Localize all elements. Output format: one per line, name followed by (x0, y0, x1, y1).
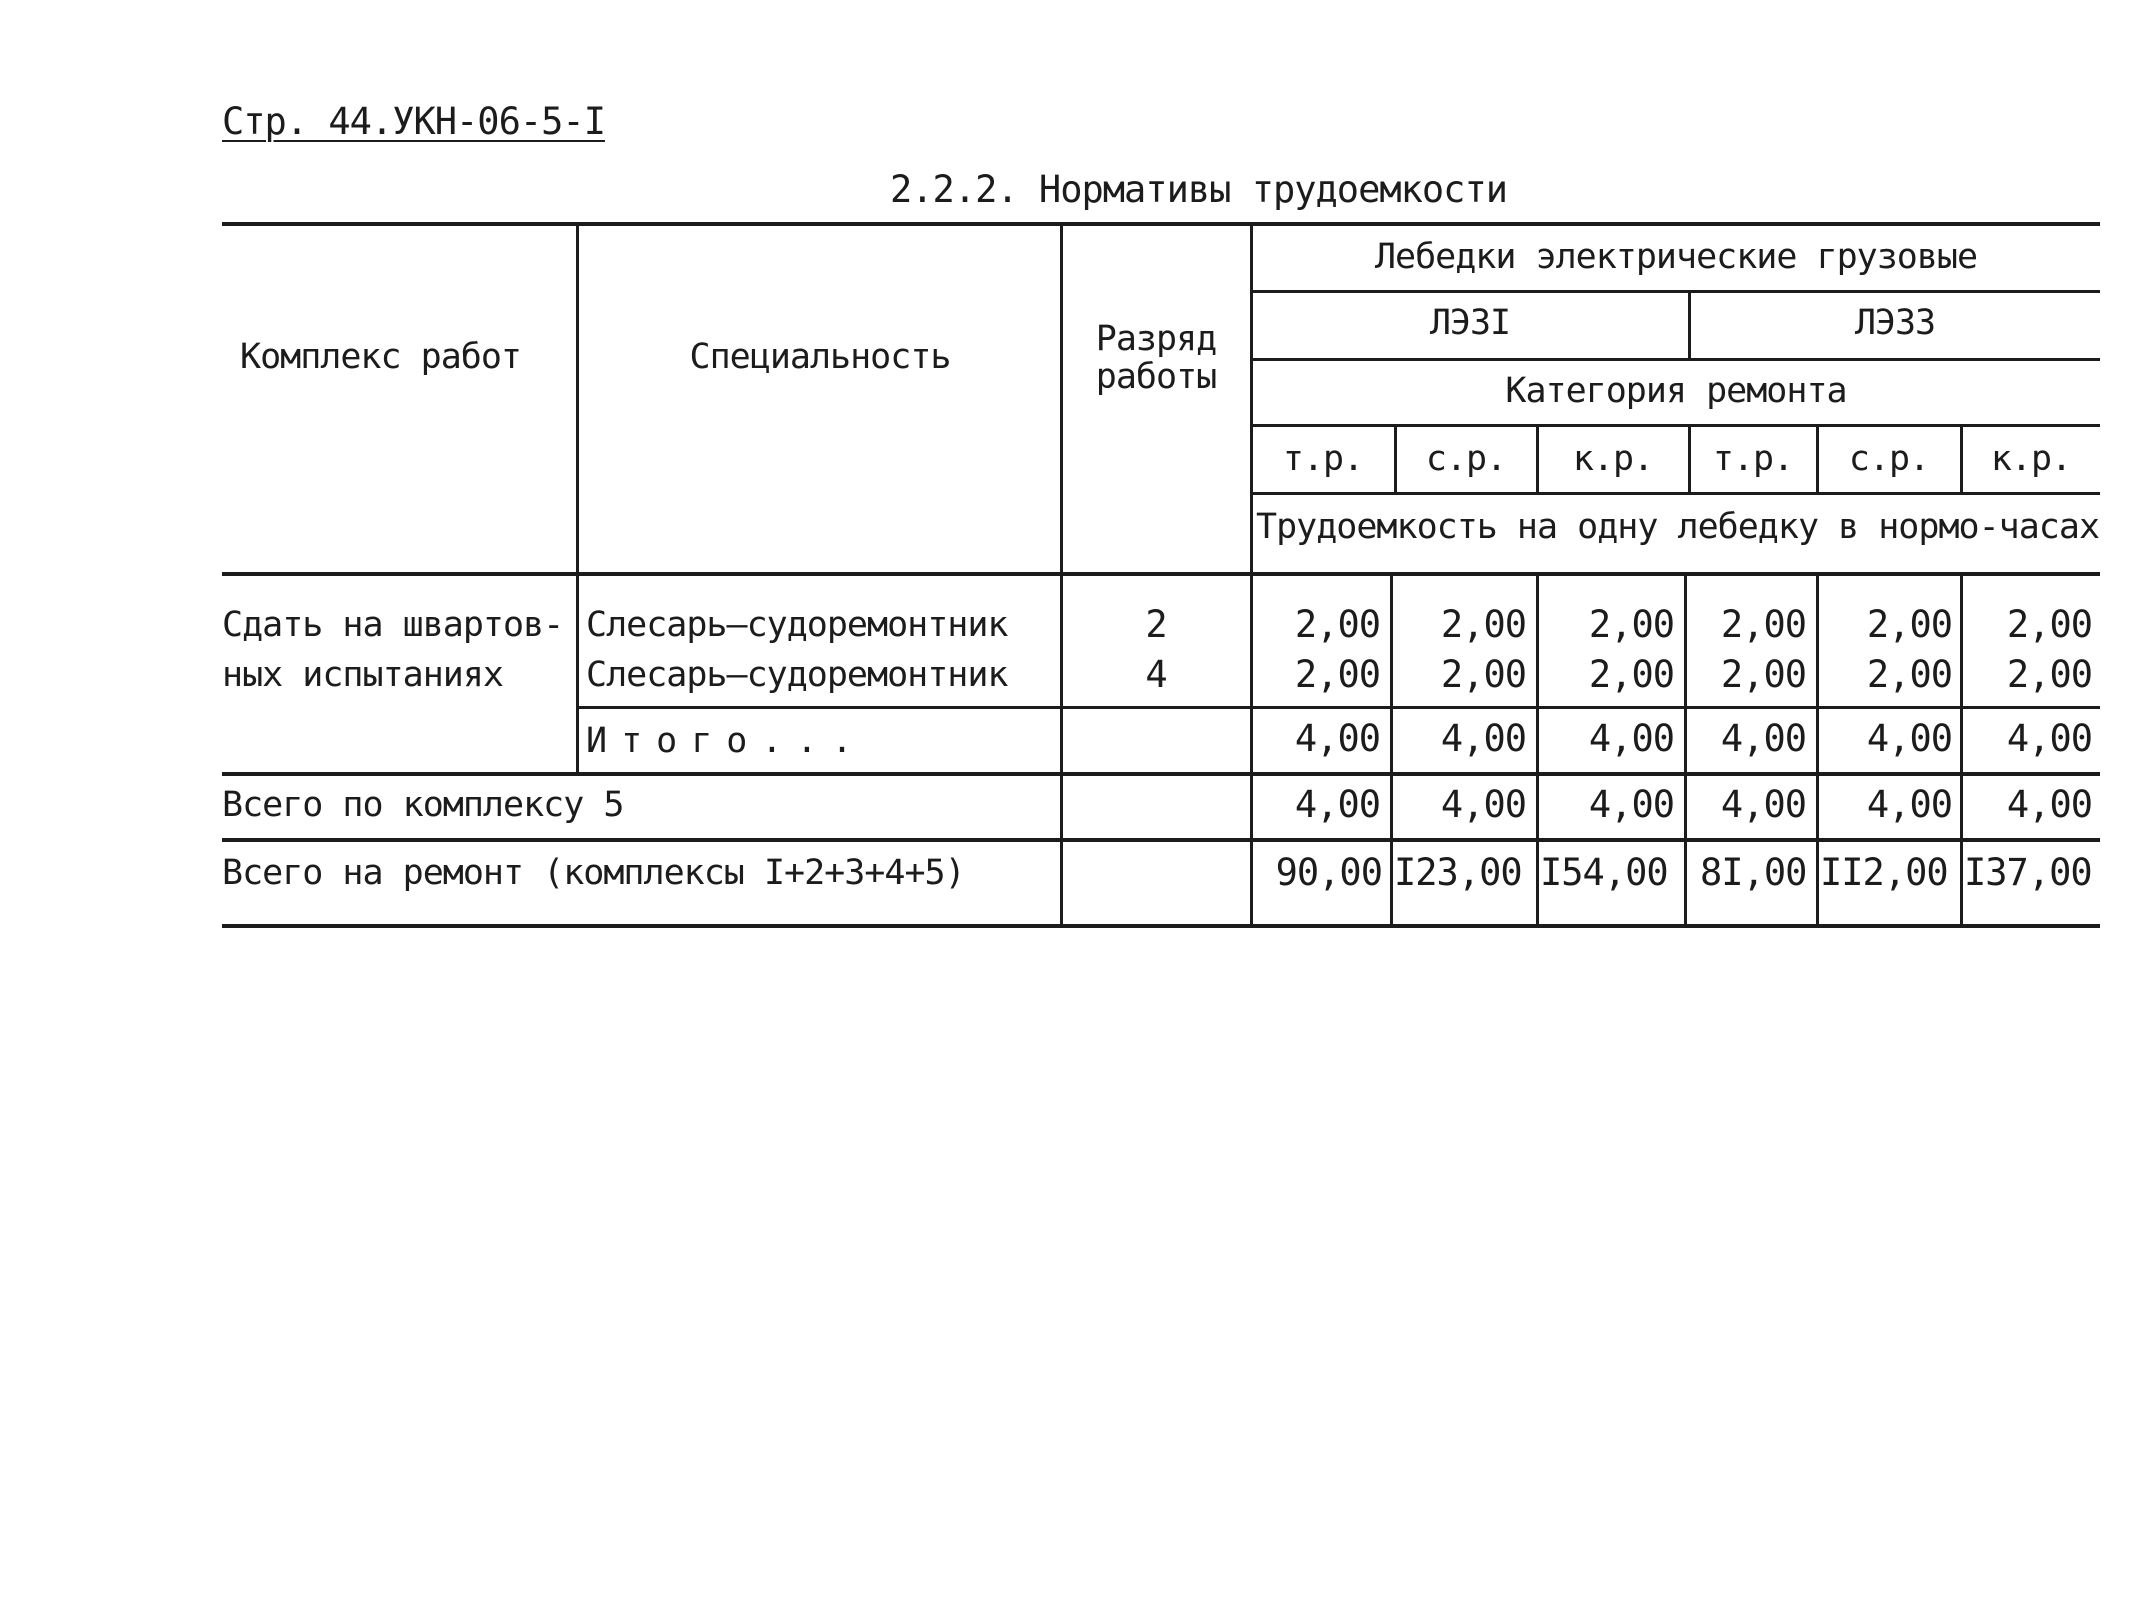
value-cell: 2,00 (1588, 653, 1674, 696)
subtotal-value: 4,00 (2006, 717, 2092, 760)
total-repair-value: I54,00 (1540, 851, 1668, 894)
total-repair-value: I23,00 (1394, 851, 1522, 894)
header-winches: Лебедки электрические грузовые (1374, 237, 1978, 277)
complex-label-line1: Сдать на швартов- (222, 605, 564, 645)
rule-under-winches (1252, 290, 2100, 293)
specialty-cell: Слесарь–судоремонтник (586, 655, 1008, 695)
header-labor-unit: Трудоемкость на одну лебедку в нормо-часах (1256, 507, 2100, 547)
value-cell: 2,00 (2006, 603, 2092, 646)
subtotal-value: 4,00 (1294, 717, 1380, 760)
rule-under-models (1252, 358, 2100, 361)
total-repair-label: Всего на ремонт (комплексы I+2+3+4+5) (222, 853, 965, 893)
value-cell: 2,00 (1866, 653, 1952, 696)
value-cell: 2,00 (1294, 653, 1380, 696)
header-complex: Комплекс работ (240, 337, 522, 377)
total-complex-label: Всего по комплексу 5 (222, 785, 624, 825)
col-divider-complex (576, 224, 579, 776)
total-repair-value: 8I,00 (1700, 851, 1807, 894)
total-complex-value: 4,00 (1294, 783, 1380, 826)
header-cat-tr-1: т.р. (1282, 439, 1364, 479)
header-grade-line2: работы (1095, 357, 1217, 397)
header-cat-kr-2: к.р. (1990, 439, 2072, 479)
page-header: Стр. 44.УКН-06-5-I (222, 100, 605, 143)
table-title: 2.2.2. Нормативы трудоемкости (890, 168, 1508, 211)
value-cell: 2,00 (1866, 603, 1952, 646)
header-category: Категория ремонта (1505, 371, 1847, 411)
subtotal-value: 4,00 (1866, 717, 1952, 760)
value-cell: 2,00 (1720, 603, 1806, 646)
total-complex-value: 4,00 (1720, 783, 1806, 826)
subtotal-value: 4,00 (1440, 717, 1526, 760)
value-cell: 2,00 (1720, 653, 1806, 696)
subtotal-label: Итого... (586, 721, 867, 761)
header-cat-sr-1: с.р. (1425, 439, 1507, 479)
specialty-cell: Слесарь–судоремонтник (586, 605, 1008, 645)
total-complex-value: 4,00 (1440, 783, 1526, 826)
header-cat-tr-2: т.р. (1712, 439, 1794, 479)
value-cell: 2,00 (1588, 603, 1674, 646)
value-cell: 2,00 (1440, 603, 1526, 646)
rule-under-category (1252, 424, 2100, 427)
grade-cell: 4 (1145, 653, 1167, 696)
table-top-rule (222, 222, 2100, 226)
value-cell: 2,00 (1294, 603, 1380, 646)
total-complex-value: 4,00 (1588, 783, 1674, 826)
total-repair-value: 90,00 (1275, 851, 1382, 894)
header-grade-line1: Разряд (1095, 319, 1217, 359)
total-repair-value: II2,00 (1820, 851, 1948, 894)
header-specialty: Специальность (689, 337, 951, 377)
header-cat-kr-1: к.р. (1572, 439, 1654, 479)
subtotal-value: 4,00 (1720, 717, 1806, 760)
value-cell: 2,00 (1440, 653, 1526, 696)
total-complex-value: 4,00 (1866, 783, 1952, 826)
rule-above-subtotal (578, 706, 2100, 709)
complex-label-line2: ных испытаниях (222, 655, 504, 695)
rule-under-cat-codes (1252, 492, 2100, 495)
value-cell: 2,00 (2006, 653, 2092, 696)
grade-cell: 2 (1145, 603, 1167, 646)
header-model-2: ЛЭ33 (1854, 303, 1936, 343)
header-model-1: ЛЭ3I (1429, 303, 1511, 343)
header-cat-sr-2: с.р. (1848, 439, 1930, 479)
subtotal-value: 4,00 (1588, 717, 1674, 760)
total-repair-value: I37,00 (1964, 851, 2092, 894)
total-complex-value: 4,00 (2006, 783, 2092, 826)
